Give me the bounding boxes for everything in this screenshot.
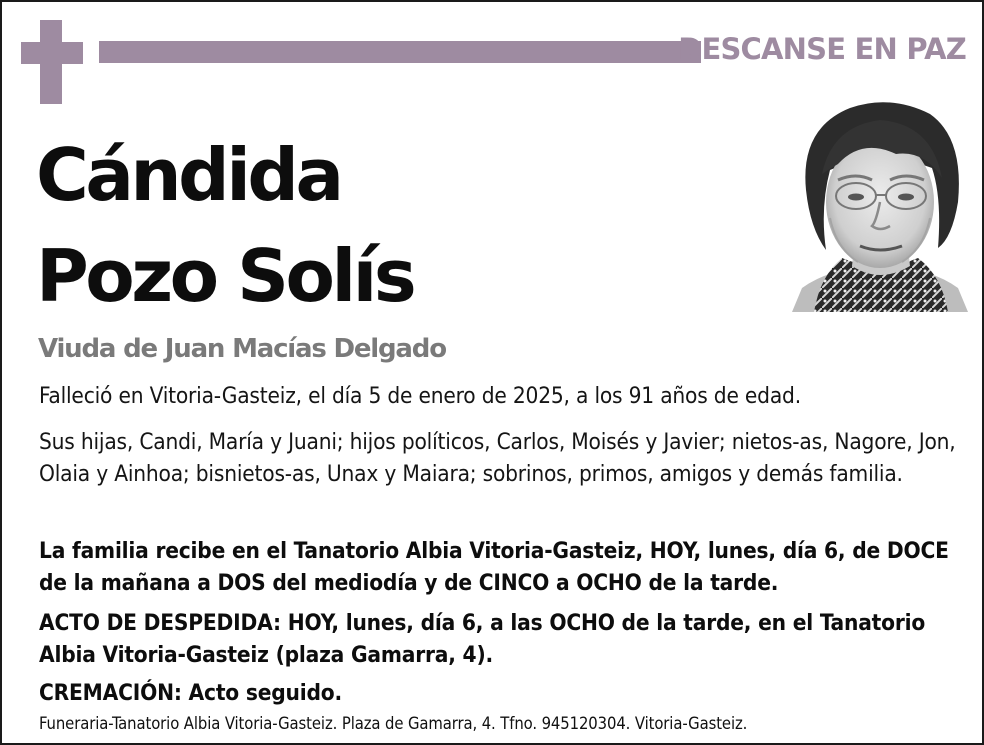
- header-rule: [99, 41, 701, 63]
- reception-text: La familia recibe en el Tanatorio Albia Vitoria-Gasteiz, HOY, lunes, día 6, de DOCE de la mañana a DOS del mediodía y de CINCO a OCHO de la tarde.: [39, 538, 949, 596]
- cross-horizontal-bar: [21, 42, 83, 64]
- deceased-last-name: Pozo Solís: [36, 234, 414, 318]
- portrait-photo: [792, 98, 968, 312]
- deceased-first-name: Cándida: [36, 133, 341, 217]
- cremation-text: CREMACIÓN: Acto seguido.: [39, 680, 342, 706]
- widow-subtitle: Viuda de Juan Macías Delgado: [38, 334, 446, 364]
- family-text: Sus hijas, Candi, María y Juani; hijos políticos, Carlos, Moisés y Javier; nietos-as, Nagore, Jon, Olaia y Ainhoa; bisnietos-as, Unax y Maiara; sobrinos, primos, amigos y demás familia.: [39, 429, 956, 487]
- death-notice-text: Falleció en Vitoria-Gasteiz, el día 5 de enero de 2025, a los 91 años de edad.: [39, 383, 801, 409]
- funeral-home-footer: Funeraria-Tanatorio Albia Vitoria-Gasteiz. Plaza de Gamarra, 4. Tfno. 945120304. Vitoria-Gasteiz.: [39, 714, 748, 733]
- header-label: DESCANSE EN PAZ: [678, 32, 966, 66]
- farewell-text: ACTO DE DESPEDIDA: HOY, lunes, día 6, a las OCHO de la tarde, en el Tanatorio Albia Vitoria-Gasteiz (plaza Gamarra, 4).: [39, 610, 926, 668]
- cross-icon: [21, 20, 83, 104]
